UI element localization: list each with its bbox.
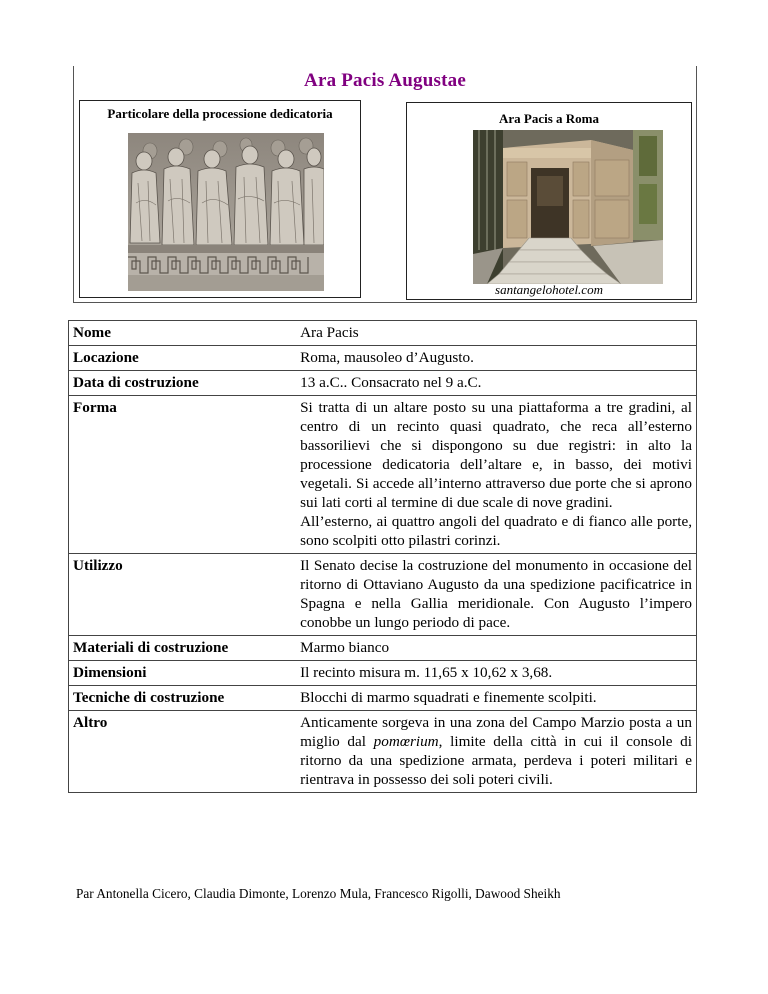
figure-caption-roma: Ara Pacis a Roma — [498, 111, 599, 126]
table-row — [69, 396, 697, 554]
row-value — [296, 396, 696, 554]
figure-ara-pacis-roma — [406, 102, 692, 300]
figure-procession — [79, 100, 361, 298]
figure-caption-procession: Particolare della processione dedicatoria — [107, 106, 333, 121]
table-row — [69, 321, 697, 346]
row-label: Tecniche di costruzione — [69, 686, 297, 711]
table-row — [69, 554, 697, 636]
row-label: Nome — [69, 321, 297, 346]
table-row — [69, 636, 697, 661]
forma-paragraph-1: Si tratta di un altare posto su una piattaforma a tre gradini, al centro di un recinto quasi quadrato, che reca all’esterno bassorilievi che si dispongono su due registri: in alto la processione dedicatoria dell’altare e, in basso, dei motivi vegetali. Si accede all’interno attraverso due porte che si aprono sui lati corti al termine di due scale di nove gradini. — [300, 399, 692, 511]
row-label: Dimensioni — [69, 661, 297, 686]
row-value: Roma, mausoleo d’Augusto. — [296, 346, 696, 371]
row-label: Altro — [69, 711, 297, 793]
row-value: Blocchi di marmo squadrati e finemente scolpiti. — [296, 686, 696, 711]
altro-text-end: , limite della città in cui il console di ritorno da una spedizione armata, perdeva i poteri militari e rientrava in possesso dei soli poteri civili. — [300, 733, 692, 788]
row-value: 13 a.C.. Consacrato nel 9 a.C. — [296, 371, 696, 396]
pomerium-term: pomœrium — [373, 733, 439, 750]
table-row — [69, 711, 697, 793]
authors-footer: Par Antonella Cicero, Claudia Dimonte, Lorenzo Mula, Francesco Rigolli, Dawood Sheikh — [76, 886, 561, 901]
page-title: Ara Pacis Augustae — [304, 70, 466, 91]
row-value: Il recinto misura m. 11,65 x 10,62 x 3,68. — [296, 661, 696, 686]
row-label: Materiali di costruzione — [69, 636, 297, 661]
info-table — [68, 320, 697, 793]
row-label: Utilizzo — [69, 554, 297, 636]
row-label: Data di costruzione — [69, 371, 297, 396]
row-value: Il Senato decise la costruzione del monumento in occasione del ritorno di Ottaviano Augusto da una spedizione pacificatrice in Spagna e nella Gallia meridionale. Con Augusto l’impero conobbe un lungo periodo di pace. — [296, 554, 696, 636]
forma-paragraph-2: All’esterno, ai quattro angoli del quadrato e di fianco alle porte, sono scolpiti otto pilastri corinzi. — [300, 513, 692, 549]
row-label: Forma — [69, 396, 297, 554]
image-credit: santangelohotel.com — [495, 282, 603, 297]
table-row — [69, 686, 697, 711]
row-value: Marmo bianco — [296, 636, 696, 661]
ara-pacis-building-image — [473, 130, 663, 284]
row-value: Ara Pacis — [296, 321, 696, 346]
table-row — [69, 371, 697, 396]
row-value — [296, 711, 696, 793]
table-row — [69, 346, 697, 371]
header-block — [73, 66, 697, 303]
table-row — [69, 661, 697, 686]
row-label: Locazione — [69, 346, 297, 371]
altro-text-start: Anticamente sorgeva in una zona del Campo Marzio posta a un miglio dal — [300, 714, 692, 750]
procession-relief-image — [128, 133, 324, 291]
